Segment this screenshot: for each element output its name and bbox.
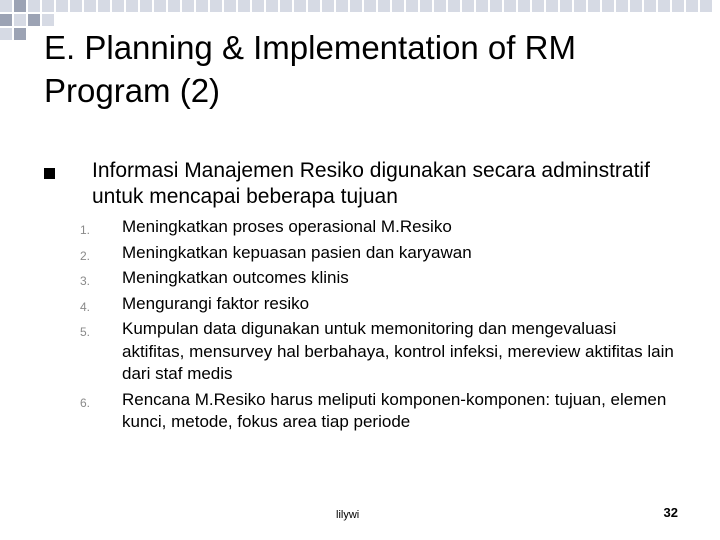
list-item-number: 2. <box>80 248 91 263</box>
list-item-number: 4. <box>80 299 91 314</box>
list-item-number: 1. <box>80 223 91 237</box>
page-number: 32 <box>663 505 678 520</box>
list-item-text: Rencana M.Resiko harus meliputi komponen-komponen: tujuan, elemen kunci, metode, fokus area tiap periode <box>122 389 667 431</box>
list-item <box>78 389 678 434</box>
list-item <box>78 318 678 386</box>
list-item <box>78 216 678 239</box>
list-item-text: Meningkatkan outcomes klinis <box>122 268 349 287</box>
main-bullet-text: Informasi Manajemen Resiko digunakan secara adminstratif untuk mencapai beberapa tujuan <box>92 159 650 208</box>
square-bullet-icon <box>44 168 55 179</box>
list-item-number: 3. <box>80 274 91 288</box>
list-item-text: Mengurangi faktor resiko <box>122 293 310 313</box>
footer-author: lilywi <box>336 509 360 521</box>
list-item-number: 6. <box>80 395 91 410</box>
list-item-text: Kumpulan data digunakan untuk memonitoring dan mengevaluasi aktifitas, mensurvey hal berbahaya, kontrol infeksi, mereview aktifitas lain dari staf medis <box>122 319 674 383</box>
list-item <box>78 242 678 265</box>
list-item-number: 5. <box>80 325 91 339</box>
list-item-text: Meningkatkan proses operasional M.Resiko <box>122 217 452 236</box>
slide-title: E. Planning & Implementation of RM Program (2) <box>44 29 576 109</box>
list-item-text: Meningkatkan kepuasan pasien dan karyawan <box>122 242 472 262</box>
numbered-list <box>78 216 678 437</box>
list-item <box>78 267 678 290</box>
list-item <box>78 293 678 316</box>
